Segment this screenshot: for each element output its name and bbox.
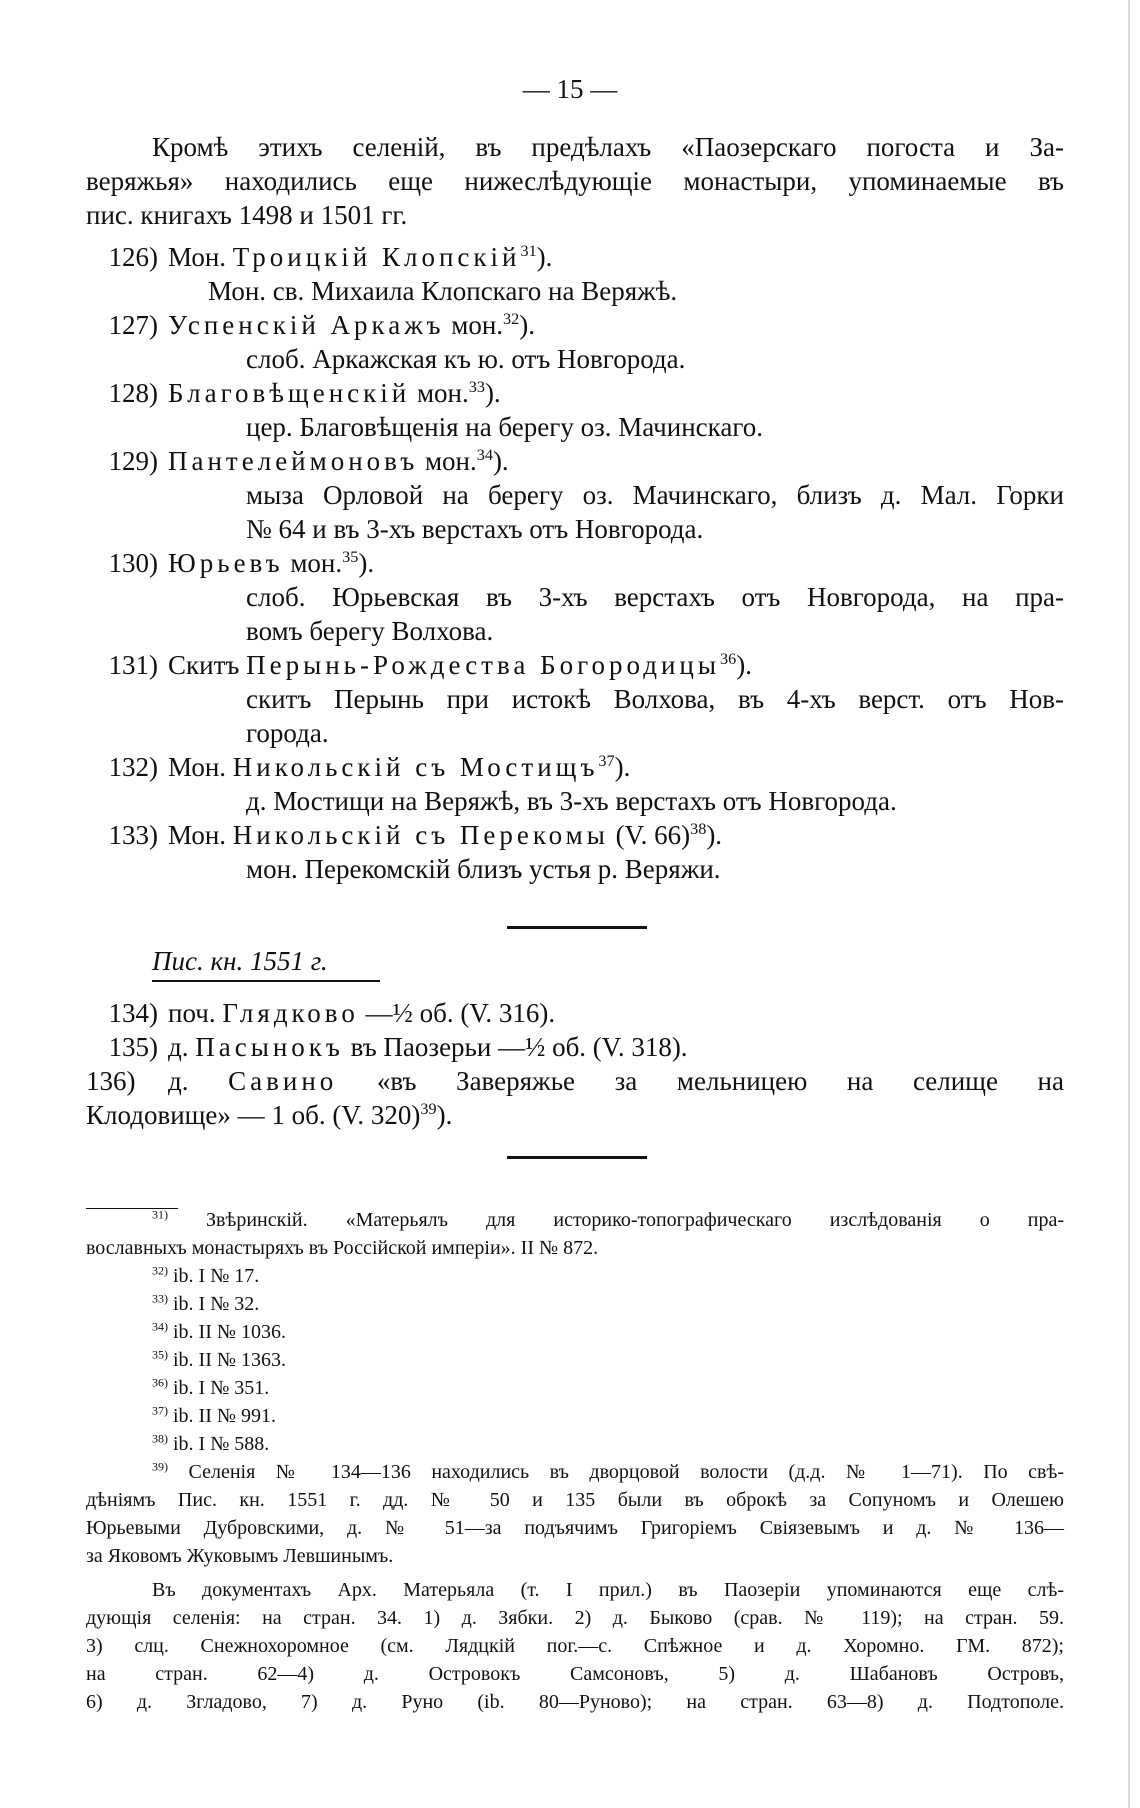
intro-line-2: веряжья» находились еще нижеслѣдующіе монастыри, упоминаемые въ xyxy=(86,166,1064,196)
end-rule xyxy=(507,1156,647,1159)
footnote-line xyxy=(152,1430,269,1458)
scan-edge xyxy=(1128,0,1130,1808)
footnote-text: ib. I № 588. xyxy=(168,1433,270,1455)
entry-name: Глядково xyxy=(222,998,359,1028)
entry-footnote-ref: 35 xyxy=(342,548,359,566)
entry-name: Савино xyxy=(228,1066,338,1096)
entry-footnote-ref: 34 xyxy=(476,446,493,464)
footnote-line xyxy=(152,1290,259,1318)
entry-number: 129) xyxy=(108,446,158,476)
entry-after: (V. 66) xyxy=(608,820,691,850)
entry-129 xyxy=(86,444,509,478)
entry-after: мон. xyxy=(444,310,504,340)
entry-131 xyxy=(86,648,752,682)
entry-suffix: ). xyxy=(536,242,553,272)
entry-number: 133) xyxy=(108,820,158,850)
entry-after: мон. xyxy=(283,548,343,578)
entry-location: города. xyxy=(246,718,329,748)
footnote-marker: 35) xyxy=(152,1347,168,1362)
entry-suffix: ). xyxy=(436,1100,453,1130)
footnote-text: Селенія № 134—136 находились въ дворцовой волости (д.д. № 1—71). По свѣ- xyxy=(168,1461,1064,1483)
section-entry-135 xyxy=(86,1030,688,1064)
entry-126 xyxy=(86,240,552,274)
entry-location: мыза Орловой на берегу оз. Мачинскаго, близъ д. Мал. Горки xyxy=(246,480,1064,510)
entry-suffix: ). xyxy=(358,548,375,578)
footnote-text: ib. II № 1363. xyxy=(168,1349,286,1371)
paragraph-line: на стран. 62—4) д. Островокъ Самсоновъ, 5) д. Шабановъ Островъ, xyxy=(86,1663,1064,1685)
entry-suffix: ). xyxy=(614,752,631,782)
entry-prefix: Мон. xyxy=(168,242,233,272)
footnote-line: Юрьевыми Дубровскими, д. № 51—за подъячимъ Григоріемъ Свіязевымъ и д. № 136— xyxy=(86,1517,1064,1539)
entry-location: № 64 и въ 3-хъ верстахъ отъ Новгорода. xyxy=(246,514,704,544)
footnote-line xyxy=(152,1402,276,1430)
last-line-text: Клодовище» — 1 об. (V. 320) xyxy=(86,1100,421,1130)
entry-location: цер. Благовѣщенія на берегу оз. Мачинскаго. xyxy=(246,412,763,442)
entry-after: мон. xyxy=(418,446,477,476)
entry-name: Перынь-Рождества Богородицы xyxy=(246,650,721,680)
entry-name: Никольскій съ Перекомы xyxy=(232,820,609,850)
footnote-text: ib. II № 1036. xyxy=(168,1321,286,1343)
footnote-text: ib. II № 991. xyxy=(168,1405,276,1427)
section-last-line xyxy=(86,1098,452,1132)
paragraph-line: дующія селенія: на стран. 34. 1) д. Зябки. 2) д. Быково (срав. № 119); на стран. 59. xyxy=(86,1607,1064,1629)
entry-number: 134) xyxy=(108,998,158,1028)
entry-prefix: Мон. xyxy=(168,820,233,850)
footnote-marker: 34) xyxy=(152,1319,168,1334)
entry-number: 132) xyxy=(108,752,158,782)
footnote-text: ib. I № 17. xyxy=(168,1265,260,1287)
entry-prefix: д. xyxy=(168,1066,229,1096)
entry-number: 128) xyxy=(108,378,158,408)
footnote-line: вославныхъ монастыряхъ въ Россійской имперіи». II № 872. xyxy=(86,1237,599,1259)
entry-footnote-ref: 37 xyxy=(598,752,615,770)
entry-suffix: ). xyxy=(706,820,723,850)
footnote-line xyxy=(152,1458,1064,1486)
entry-footnote-ref: 36 xyxy=(720,650,737,668)
footnote-marker: 38) xyxy=(152,1431,168,1446)
entry-name: Успенскій Аркажъ xyxy=(168,310,445,340)
entry-name: Благовѣщенскій xyxy=(168,378,411,408)
entry-after: мон. xyxy=(410,378,469,408)
footnote-line: за Яковомъ Жуковымъ Левшинымъ. xyxy=(86,1545,394,1567)
entry-location: слоб. Юрьевская въ 3-хъ верстахъ отъ Новгорода, на пра- xyxy=(246,582,1064,612)
entry-prefix: поч. xyxy=(168,998,223,1028)
entry-footnote-ref: 38 xyxy=(690,820,707,838)
entry-130 xyxy=(86,546,374,580)
entry-number: 130) xyxy=(108,548,158,578)
intro-line-3: пис. книгахъ 1498 и 1501 гг. xyxy=(86,200,408,230)
entry-127 xyxy=(86,308,535,342)
entry-rest: —½ об. (V. 316). xyxy=(358,998,556,1028)
entry-number: 126) xyxy=(108,242,158,272)
paragraph-line: Въ документахъ Арх. Матерьяла (т. I прил.) въ Паозеріи упоминаются еще слѣ- xyxy=(152,1579,1064,1601)
paragraph-line: 6) д. Згладово, 7) д. Руно (ib. 80—Руново); на стран. 63—8) д. Подтополе. xyxy=(86,1691,1064,1713)
entry-name: Пасынокъ xyxy=(195,1032,344,1062)
footnote-marker: 36) xyxy=(152,1375,168,1390)
footnote-marker: 37) xyxy=(152,1403,168,1418)
entry-location: д. Мостищи на Веряжѣ, въ 3-хъ верстахъ отъ Новгорода. xyxy=(246,786,897,816)
section-entry-136 xyxy=(86,1064,1064,1098)
entry-footnote-ref: 33 xyxy=(468,378,485,396)
page-number: — 15 — xyxy=(522,74,618,104)
footnote-line xyxy=(152,1206,1064,1234)
entry-footnote-ref: 31 xyxy=(520,242,537,260)
footnote-line xyxy=(152,1346,286,1374)
entry-name: Пантелеймоновъ xyxy=(168,446,419,476)
entry-suffix: ). xyxy=(736,650,752,680)
section-heading: Пис. кн. 1551 г. xyxy=(152,946,328,976)
entry-suffix: ). xyxy=(484,378,501,408)
entry-name: Юрьевъ xyxy=(168,548,284,578)
entry-132 xyxy=(86,750,630,784)
intro-line-1: Кромѣ этихъ селеній, въ предѣлахъ «Паозерскаго погоста и За- xyxy=(152,132,1064,162)
entry-number: 131) xyxy=(108,650,158,680)
entry-suffix: ). xyxy=(492,446,509,476)
entry-number: 136) xyxy=(86,1066,136,1096)
entry-location: Мон. св. Михаила Клопскаго на Веряжѣ. xyxy=(208,276,678,306)
entry-location: вомъ берегу Волхова. xyxy=(246,616,494,646)
footnote-marker: 39) xyxy=(152,1459,168,1474)
footnote-line: дѣніямъ Пис. кн. 1551 г. дд. № 50 и 135 были въ оброкѣ за Сопуномъ и Олешею xyxy=(86,1489,1064,1511)
footnote-text: ib. I № 32. xyxy=(168,1293,260,1315)
section-rule xyxy=(507,926,647,929)
footnote-line xyxy=(152,1374,269,1402)
heading-underline xyxy=(152,980,380,982)
entry-footnote-ref: 39 xyxy=(420,1100,437,1118)
entry-location: скитъ Перынь при истокѣ Волхова, въ 4-хъ верст. отъ Нов- xyxy=(246,684,1064,714)
section-entry-134 xyxy=(86,996,555,1030)
entry-name: Троицкій Клопскій xyxy=(232,242,521,272)
footnote-text: Звѣринскій. «Матерьялъ для историко-топографическаго изслѣдованія о пра- xyxy=(168,1209,1064,1231)
paragraph-line: 3) слц. Снежнохоромное (см. Лядцкій пог.—с. Спѣжное и д. Хоромно. ГМ. 872); xyxy=(86,1635,1064,1657)
entry-number: 127) xyxy=(108,310,158,340)
entry-footnote-ref: 32 xyxy=(503,310,520,328)
entry-prefix: д. xyxy=(168,1032,196,1062)
footnote-marker: 31) xyxy=(152,1207,168,1222)
entry-suffix: ). xyxy=(519,310,535,340)
footnote-marker: 33) xyxy=(152,1291,168,1306)
footnote-text: ib. I № 351. xyxy=(168,1377,270,1399)
entry-133 xyxy=(86,818,722,852)
footnote-line xyxy=(152,1318,286,1346)
entry-prefix: Скитъ xyxy=(168,650,247,680)
entry-128 xyxy=(86,376,501,410)
entry-number: 135) xyxy=(108,1032,158,1062)
entry-location: слоб. Аркажская къ ю. отъ Новгорода. xyxy=(246,344,686,374)
entry-rest: въ Паозерьи —½ об. (V. 318). xyxy=(343,1032,688,1062)
entry-rest: «въ Заверяжье за мельницею на селище на xyxy=(337,1066,1064,1096)
entry-name: Никольскій съ Мостищъ xyxy=(232,752,599,782)
entry-location: мон. Перекомскій близъ устья р. Веряжи. xyxy=(246,854,721,884)
footnote-marker: 32) xyxy=(152,1263,168,1278)
footnote-line xyxy=(152,1262,259,1290)
entry-prefix: Мон. xyxy=(168,752,233,782)
